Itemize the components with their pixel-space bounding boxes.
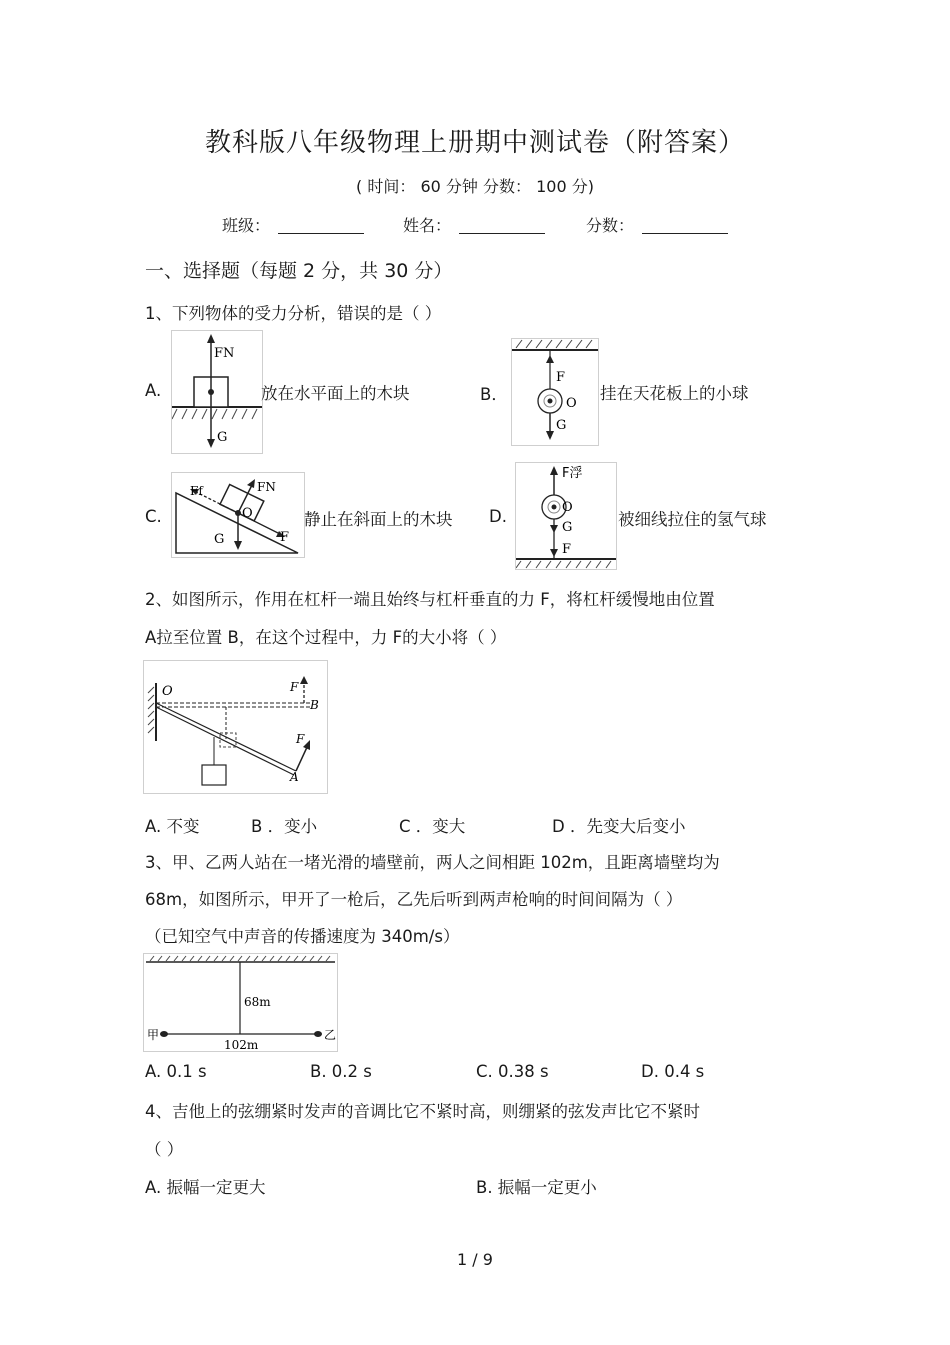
q1-option-c-text: 静止在斜面上的木块 xyxy=(304,510,453,529)
q2-lever-figure xyxy=(143,660,328,794)
q1c-o-label: O xyxy=(242,506,253,521)
q3-jia-label: 甲 xyxy=(147,1028,160,1042)
exam-info: ( 时间： 60 分钟 分数： 100 分) xyxy=(356,177,594,196)
q1-figure-d xyxy=(515,462,617,570)
q1d-g-label: G xyxy=(562,520,573,535)
score-label: 分数： xyxy=(586,216,635,235)
q1-figure-a xyxy=(171,330,263,454)
name-blank xyxy=(459,217,545,234)
page-number: 1 / 9 xyxy=(457,1250,493,1269)
score-field xyxy=(586,213,728,236)
score-blank xyxy=(642,217,728,234)
q2-o-label: O xyxy=(162,684,173,699)
q1-option-a-letter: A. xyxy=(145,381,162,400)
q1c-g-label: G xyxy=(214,532,225,547)
q4-option-b: B. 振幅一定更小 xyxy=(476,1178,597,1197)
q3-wall-figure xyxy=(143,953,338,1052)
q1-option-c-letter: C. xyxy=(145,507,162,526)
q2-option-c: C ．变大 xyxy=(399,817,466,836)
q3-yi-label: 乙 xyxy=(324,1028,337,1042)
q2-f-top-label: F xyxy=(290,680,299,694)
q3-distance-label: 102m xyxy=(224,1038,259,1051)
question-4-line-2: （ ） xyxy=(145,1140,184,1159)
question-4-line-1: 4、吉他上的弦绷紧时发声的音调比它不紧时高，则绷紧的弦发声比它不紧时 xyxy=(145,1102,700,1121)
name-field xyxy=(403,213,545,236)
q1d-f-label: F xyxy=(562,542,572,557)
class-field xyxy=(222,213,364,236)
question-3-line-3: （已知空气中声音的传播速度为 340m/s） xyxy=(145,927,460,946)
question-2-line-2: A拉至位置 B，在这个过程中，力 F的大小将（ ） xyxy=(145,628,507,647)
q1-option-d-letter: D. xyxy=(489,507,507,526)
q2-option-d: D ．先变大后变小 xyxy=(552,817,686,836)
q3-option-b: B. 0.2 s xyxy=(310,1062,372,1081)
q4-option-a: A. 振幅一定更大 xyxy=(145,1178,266,1197)
q1-option-b-text: 挂在天花板上的小球 xyxy=(600,384,749,403)
question-3-line-2: 68m，如图所示，甲开了一枪后，乙先后听到两声枪响的时间间隔为（ ） xyxy=(145,890,683,909)
q2-f-bottom-label: F xyxy=(296,732,305,746)
q2-option-a: A. 不变 xyxy=(145,817,200,836)
name-label: 姓名： xyxy=(403,216,452,235)
q1a-fn-label: FN xyxy=(214,346,235,361)
q2-a-label: A xyxy=(290,770,299,784)
q1c-fn-label: FN xyxy=(257,480,276,494)
q3-option-c: C. 0.38 s xyxy=(476,1062,549,1081)
q1b-o-label: O xyxy=(566,396,577,411)
section-heading: 一、选择题（每题 2 分，共 30 分） xyxy=(145,260,453,282)
question-1-stem: 1、下列物体的受力分析，错误的是（ ） xyxy=(145,304,442,323)
q1b-g-label: G xyxy=(556,418,567,433)
class-label: 班级： xyxy=(222,216,271,235)
q2-b-label: B xyxy=(310,698,319,712)
question-2-line-1: 2、如图所示，作用在杠杆一端且始终与杠杆垂直的力 F，将杠杆缓慢地由位置 xyxy=(145,590,715,609)
q2-option-b: B ．变小 xyxy=(251,817,318,836)
question-3-line-1: 3、甲、乙两人站在一堵光滑的墙壁前，两人之间相距 102m，且距离墙壁均为 xyxy=(145,853,720,872)
q1c-ff-label: Ff xyxy=(190,484,203,498)
q1-option-b-letter: B． xyxy=(480,385,508,404)
q1-figure-b xyxy=(511,338,599,446)
q1d-ffu-label: F浮 xyxy=(562,466,583,481)
q3-height-label: 68m xyxy=(244,995,271,1009)
q3-option-a: A. 0.1 s xyxy=(145,1062,207,1081)
q1c-f-label: F xyxy=(280,530,290,545)
q3-option-d: D. 0.4 s xyxy=(641,1062,705,1081)
q1d-o-label: O xyxy=(562,500,573,515)
q1-option-d-text: 被细线拉住的氢气球 xyxy=(618,510,767,529)
class-blank xyxy=(278,217,364,234)
q1a-g-label: G xyxy=(217,430,228,445)
page-title: 教科版八年级物理上册期中测试卷（附答案） xyxy=(204,128,745,158)
q1-figure-c xyxy=(171,472,305,558)
q1-option-a-text: 放在水平面上的木块 xyxy=(261,384,410,403)
q1b-f-label: F xyxy=(556,370,566,385)
